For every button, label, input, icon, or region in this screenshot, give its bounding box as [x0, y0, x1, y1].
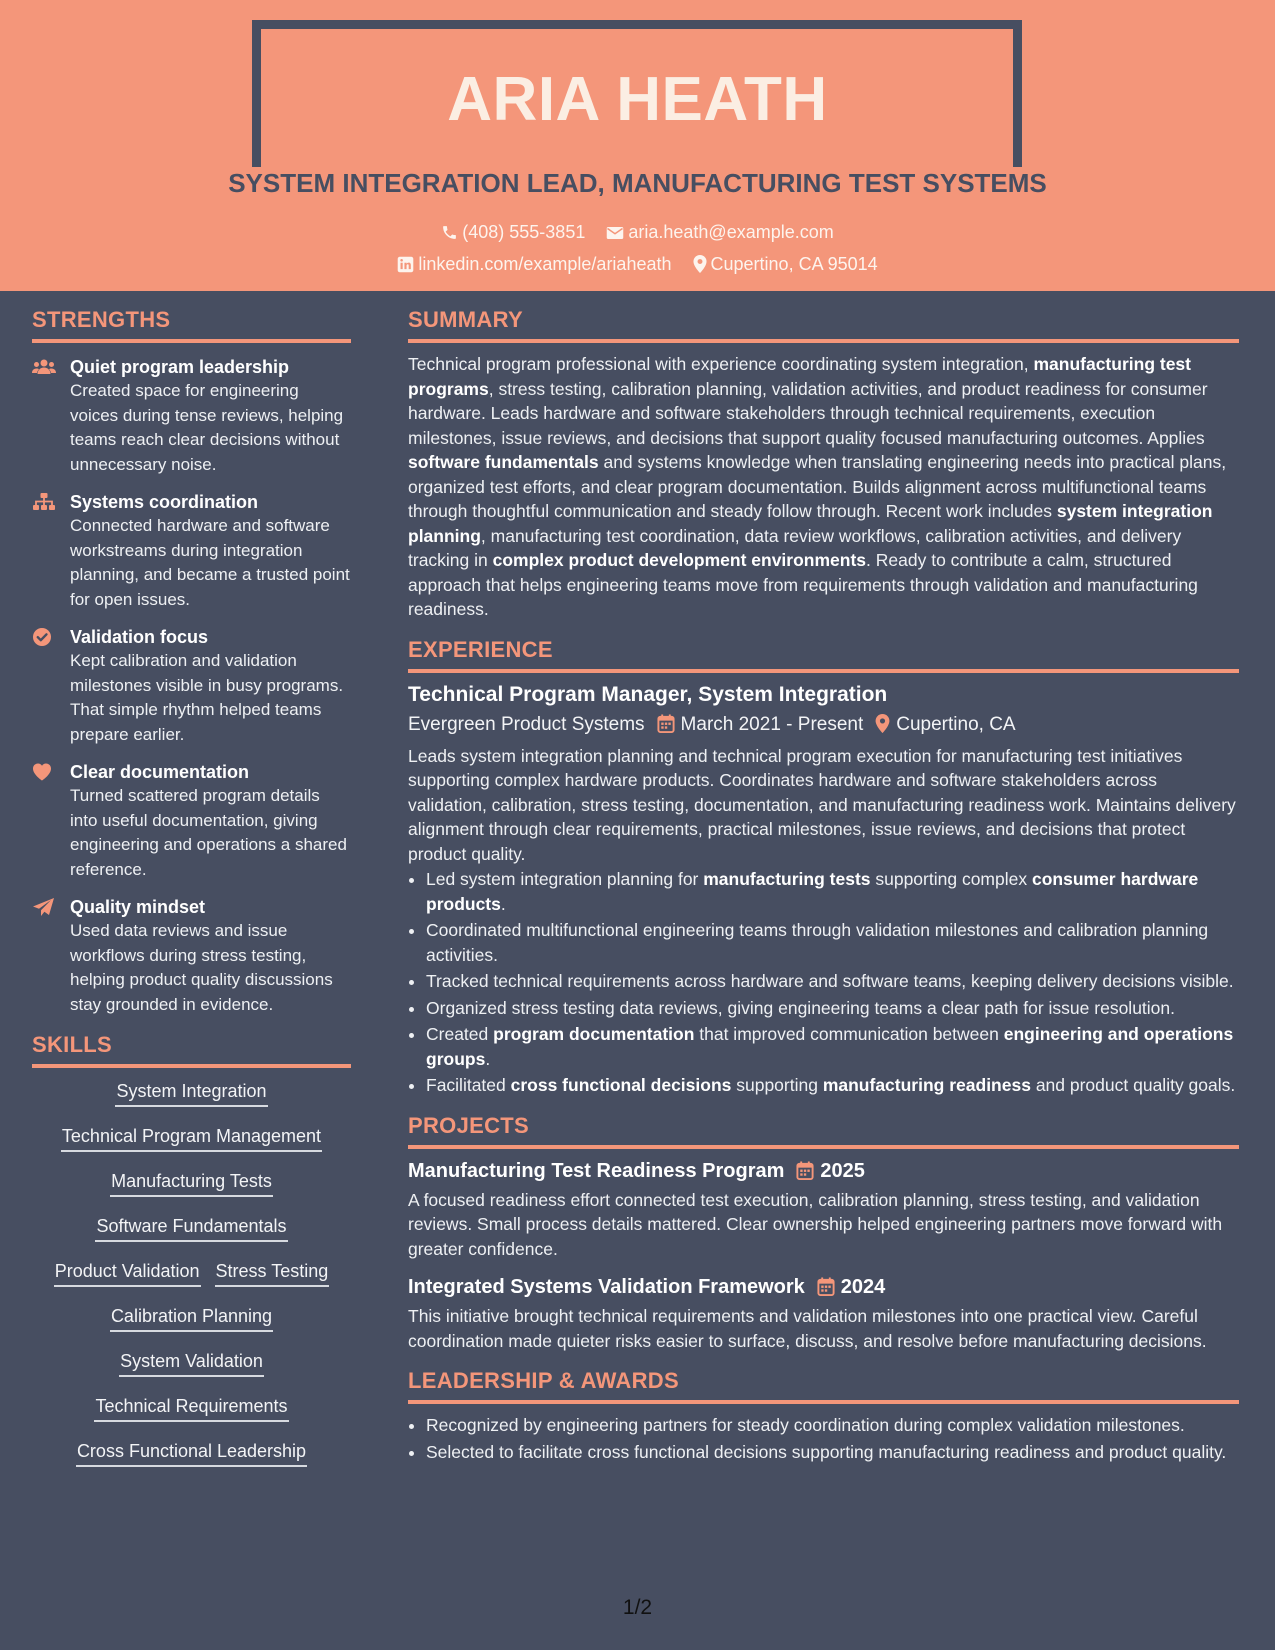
- text-run: , stress testing, calibration planning, validation activities, and product readiness for consumer hardware. Leads hardware and software stakeholders through technical requirements, execution milestones, issue reviews, and decisions that support quality focused manufacturing outcomes. Applies: [408, 378, 1208, 448]
- project-year: 2024: [840, 1276, 886, 1299]
- skill-tag: Software Fundamentals: [95, 1213, 287, 1242]
- text-run: .: [485, 1048, 491, 1069]
- skill-tag: Stress Testing: [215, 1258, 330, 1287]
- map-pin-icon: [875, 714, 890, 733]
- phone-contact: [441, 220, 585, 244]
- calendar-icon: [817, 1277, 835, 1296]
- linkedin-contact[interactable]: [397, 252, 671, 276]
- text-run: Coordinated multifunctional engineering teams through validation milestones and calibration planning activities.: [426, 920, 1209, 965]
- strength-title: Clear documentation: [70, 762, 250, 782]
- skill-tag: System Validation: [119, 1348, 264, 1377]
- sitemap-icon: [32, 492, 56, 512]
- experience-bullet: [426, 969, 1239, 994]
- right-column: [408, 306, 1239, 1466]
- strengths-heading: STRENGTHS: [32, 306, 351, 343]
- summary-text: [408, 352, 1239, 622]
- bold-keyword: manufacturing test programs: [408, 354, 1191, 399]
- strength-description: Kept calibration and validation milestones visible in busy programs. That simple rhythm helped teams prepare earlier.: [70, 651, 344, 744]
- skill-tag: Manufacturing Tests: [110, 1168, 273, 1197]
- experience-dates: March 2021 - Present: [680, 713, 864, 735]
- left-column: [32, 306, 351, 1483]
- skill-tag: System Integration: [115, 1078, 267, 1107]
- experience-bullet: [426, 1073, 1239, 1098]
- award-item: • Recognized by engineering partners for steady coordination during complex validation milestones.: [426, 1413, 1239, 1438]
- linkedin-icon: [397, 256, 414, 273]
- calendar-icon: [657, 714, 675, 733]
- experience-bullet: [426, 867, 1239, 916]
- phone-icon: [441, 224, 458, 241]
- text-run: , manufacturing test coordination, data review workflows, calibration activities, and delivery tracking in: [408, 525, 1182, 570]
- strength-item: [32, 490, 351, 612]
- linkedin-text: linkedin.com/example/ariaheath: [418, 254, 672, 274]
- project-description: This initiative brought technical requirements and validation milestones into one practical view. Careful coordination made quieter risks easier to surface, discuss, and resolve before manufacturing decisions.: [408, 1306, 1207, 1351]
- experience-bullets: [408, 867, 1239, 1098]
- experience-meta: [408, 712, 1239, 738]
- location-contact: [693, 252, 878, 276]
- project-year: 2025: [820, 1159, 865, 1182]
- email-text: aria.heath@example.com: [628, 222, 834, 242]
- contact-row-2: [0, 252, 1275, 276]
- strength-item: [32, 895, 351, 1017]
- bold-keyword: cross functional decisions: [510, 1075, 732, 1096]
- phone-text: (408) 555-3851: [462, 222, 586, 242]
- page-number: 1/2: [622, 1596, 653, 1619]
- bold-keyword: program documentation: [493, 1024, 695, 1045]
- check-circle-icon: [32, 627, 56, 647]
- skill-tag: Technical Program Management: [61, 1123, 322, 1152]
- strength-item: [32, 760, 351, 882]
- experience-bullet: [426, 1022, 1239, 1071]
- bold-keyword: engineering and operations groups: [426, 1024, 1234, 1069]
- bold-keyword: manufacturing readiness: [822, 1075, 1031, 1096]
- project-name: Integrated Systems Validation Framework: [408, 1276, 805, 1299]
- award-item: • Selected to facilitate cross functional decisions supporting manufacturing readiness and product quality.: [426, 1440, 1239, 1465]
- text-run: . Ready to contribute a calm, structured approach that helps engineering teams move from requirements through validation and manufacturing readiness.: [408, 550, 1198, 619]
- skills-heading: SKILLS: [32, 1031, 351, 1068]
- experience-role: Technical Program Manager, System Integration: [408, 682, 888, 706]
- experience-bullet: [426, 996, 1239, 1021]
- text-run: Led system integration planning for: [426, 869, 704, 890]
- contact-row-1: [0, 220, 1275, 244]
- strength-title: Quiet program leadership: [70, 357, 290, 377]
- text-run: Tracked technical requirements across hardware and software teams, keeping delivery decisions visible.: [426, 971, 1234, 992]
- email-contact[interactable]: [606, 220, 833, 244]
- text-run: and product quality goals.: [1030, 1075, 1236, 1096]
- envelope-icon: [606, 225, 624, 241]
- calendar-icon: [796, 1161, 814, 1180]
- experience-description: Leads system integration planning and technical program execution for manufacturing test initiatives supporting complex hardware products. Coordinates hardware and software stakeholders across validation, calibration, stress testing, documentation, and manufacturing readiness work. Maintains delivery alignment through clear requirements, practical milestones, issue reviews, and decisions that protect product quality.: [408, 745, 1236, 864]
- skill-tag: Product Validation: [54, 1258, 201, 1287]
- project-name: Manufacturing Test Readiness Program: [408, 1159, 785, 1182]
- experience-heading: EXPERIENCE: [408, 636, 1239, 673]
- bold-keyword: system integration planning: [408, 501, 1213, 546]
- bold-keyword: software fundamentals: [408, 452, 599, 472]
- users-icon: [32, 357, 56, 377]
- strength-title: Quality mindset: [70, 897, 206, 917]
- resume-header: [0, 0, 1275, 291]
- experience-location: Cupertino, CA: [896, 713, 1016, 735]
- heart-icon: [32, 762, 56, 782]
- location-text: Cupertino, CA 95014: [710, 254, 878, 274]
- awards-list: [408, 1413, 1239, 1464]
- text-run: and systems knowledge when translating engineering needs into practical plans, organized test efforts, and clear program documentation. Builds alignment across multifunctional teams through thoughtful communication and steady follow through. Recent work includes: [408, 452, 1227, 521]
- experience-company: Evergreen Product Systems: [408, 713, 645, 735]
- bold-keyword: consumer hardware products: [426, 869, 1199, 914]
- text-run: Technical program professional with experience coordinating system integration,: [408, 354, 1034, 374]
- strength-item: [32, 355, 351, 477]
- text-run: Facilitated: [426, 1075, 511, 1096]
- skills-list: [32, 1078, 351, 1468]
- job-title: SYSTEM INTEGRATION LEAD, MANUFACTURING TEST SYSTEMS: [228, 168, 1047, 198]
- experience-bullet: [426, 918, 1239, 967]
- strength-description: Used data reviews and issue workflows during stress testing, helping product quality discussions stay grounded in evidence.: [70, 921, 333, 1014]
- text-run: supporting: [731, 1075, 823, 1096]
- project-header: [408, 1273, 1239, 1301]
- text-run: that improved communication between: [694, 1024, 1004, 1045]
- text-run: supporting complex: [870, 869, 1032, 890]
- skill-tag: Technical Requirements: [94, 1393, 288, 1422]
- project-description: A focused readiness effort connected test execution, calibration planning, stress testing, and validation reviews. Small process details mattered. Clear ownership helped engineering partners move forward with greater confidence.: [408, 1189, 1223, 1259]
- text-run: Organized stress testing data reviews, giving engineering teams a clear path for issue resolution.: [426, 997, 1176, 1018]
- text-run: Created: [426, 1024, 494, 1045]
- strength-description: Created space for engineering voices during tense reviews, helping teams reach clear decisions without unnecessary noise.: [70, 381, 344, 474]
- paper-plane-icon: [32, 897, 56, 917]
- map-pin-icon: [693, 255, 707, 273]
- strength-title: Systems coordination: [70, 492, 259, 512]
- strength-description: Connected hardware and software workstreams during integration planning, and became a trusted point for open issues.: [70, 516, 350, 609]
- skill-tag: Cross Functional Leadership: [76, 1438, 307, 1467]
- text-run: .: [500, 893, 506, 914]
- strength-item: [32, 625, 351, 747]
- strength-description: Turned scattered program details into useful documentation, giving engineering and operations a shared reference.: [70, 786, 347, 879]
- bold-keyword: manufacturing tests: [703, 869, 871, 890]
- summary-heading: SUMMARY: [408, 306, 1239, 343]
- skill-tag: Calibration Planning: [110, 1303, 273, 1332]
- bold-keyword: complex product development environments: [492, 550, 867, 570]
- strength-title: Validation focus: [70, 627, 209, 647]
- project-header: [408, 1157, 1239, 1185]
- awards-heading: LEADERSHIP & AWARDS: [408, 1367, 1239, 1404]
- projects-heading: PROJECTS: [408, 1112, 1239, 1149]
- strengths-list: [32, 355, 351, 1017]
- candidate-name: ARIA HEATH: [447, 65, 828, 134]
